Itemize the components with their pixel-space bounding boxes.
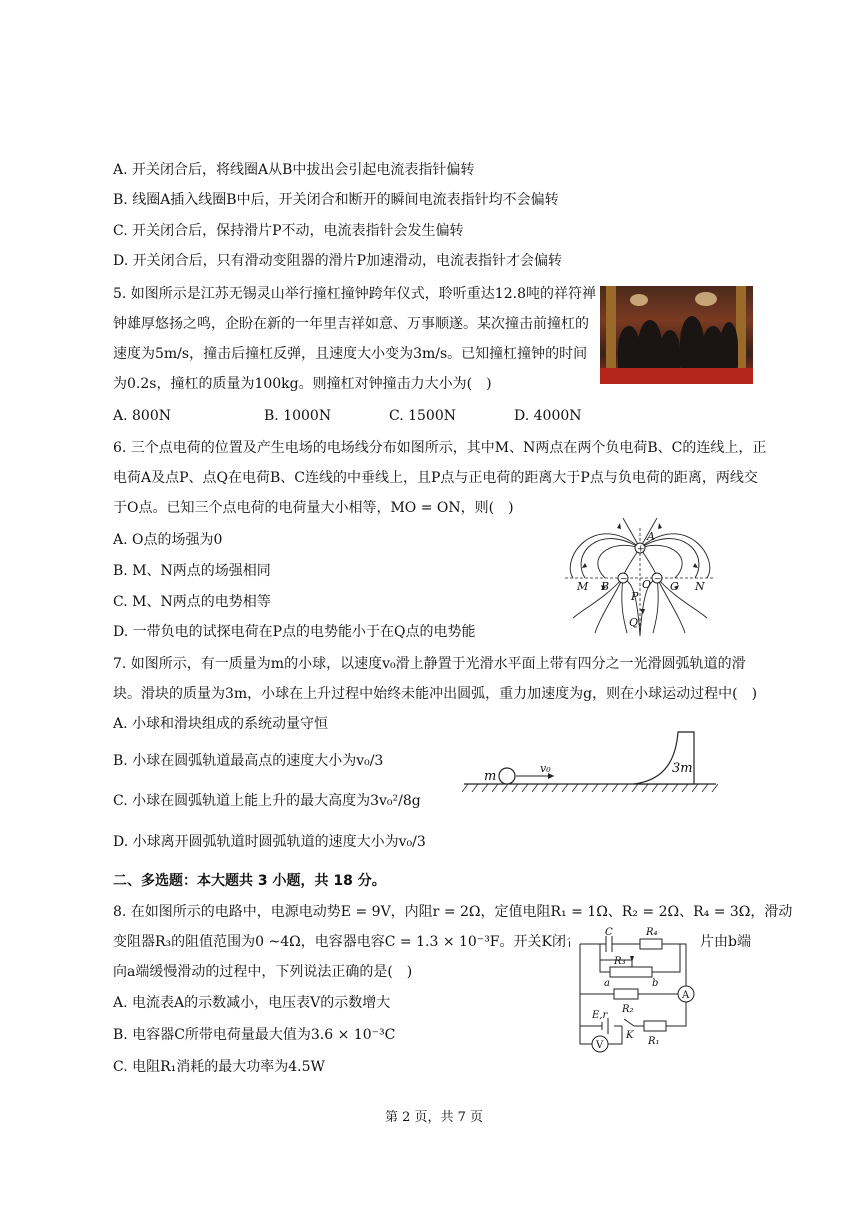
r1-label: R₁ [648, 1036, 660, 1047]
label-p: P [631, 590, 639, 603]
q7-stem-line1: 7. 如图所示，有一质量为m的小球，以速度v₀滑上静置于光滑水平面上带有四分之一光滑圆弧轨道的滑 [113, 656, 746, 672]
q5-stem-line1: 5. 如图所示是江苏无锡灵山举行撞杠撞钟跨年仪式，聆听重达12.8吨的祥符禅 [113, 286, 596, 302]
r4-label: R₄ [646, 927, 658, 938]
bell-ceremony-photo [600, 286, 753, 384]
q6-stem-line3: 于O点。已知三个点电荷的电荷量大小相等，MO = ON，则( ) [113, 500, 514, 516]
q4-option-b: B. 线圈A插入线圈B中后，开关闭合和断开的瞬间电流表指针均不会偏转 [113, 192, 559, 208]
q5-option-c: C. 1500N [389, 408, 456, 424]
switch-label: K [626, 1030, 634, 1041]
q7-stem-line2: 块。滑块的质量为3m，小球在上升过程中始终未能冲出圆弧，重力加速度为g，则在小球运动过程中( ) [113, 686, 758, 702]
circuit-diagram [570, 926, 700, 1056]
q5-stem-line3: 速度为5m/s，撞击后撞杠反弹，且速度大小变为3m/s。已知撞杠撞钟的时间 [113, 346, 588, 362]
voltmeter-label: V [596, 1040, 604, 1051]
r2-label: R₂ [622, 1004, 634, 1015]
q6-stem-line2: 电荷A及点P、点Q在电荷B、C连线的中垂线上，且P点与正电荷的距离大于P点与负电荷的距离，两线交 [113, 470, 758, 486]
negative-charge-sign-b: − [620, 574, 628, 585]
q6-option-c: C. M、N两点的电势相等 [113, 594, 271, 610]
q7-option-d: D. 小球离开圆弧轨道时圆弧轨道的速度大小为v₀/3 [113, 834, 426, 850]
terminal-b-label: b [652, 978, 659, 989]
q7-option-b: B. 小球在圆弧轨道最高点的速度大小为v₀/3 [113, 753, 384, 769]
q7-option-c: C. 小球在圆弧轨道上能上升的最大高度为3v₀²/8g [113, 793, 421, 809]
label-m: M [577, 580, 589, 593]
label-c: C [670, 580, 679, 593]
source-label: E,r [592, 1010, 608, 1021]
q5-option-d: D. 4000N [514, 408, 582, 424]
q6-option-b: B. M、N两点的场强相同 [113, 563, 271, 579]
q8-option-b: B. 电容器C所带电荷量最大值为3.6 × 10⁻³C [113, 1027, 396, 1043]
q8-option-a: A. 电流表A的示数减小，电压表V的示数增大 [113, 995, 391, 1011]
slider-mass-label: 3m [672, 761, 693, 776]
label-o: O [642, 578, 652, 591]
ball-mass-label: m [484, 769, 497, 784]
capacitor-label: C [605, 927, 613, 938]
label-n: N [695, 580, 705, 593]
q8-option-c: C. 电阻R₁消耗的最大功率为4.5W [113, 1059, 325, 1075]
q6-option-d: D. 一带负电的试探电荷在P点的电势能小于在Q点的电势能 [113, 624, 476, 640]
q8-stem-line3: 向a端缓慢滑动的过程中，下列说法正确的是( ) [113, 964, 413, 980]
terminal-a-label: a [604, 978, 610, 989]
q4-option-c: C. 开关闭合后，保持滑片P不动，电流表指针会发生偏转 [113, 223, 464, 239]
q5-option-b: B. 1000N [264, 408, 332, 424]
r3-label: R₃ [614, 956, 626, 967]
q5-stem-line2: 钟雄厚悠扬之鸣，企盼在新的一年里吉祥如意、万事顺遂。某次撞击前撞杠的 [113, 316, 589, 332]
label-b: B [601, 580, 610, 593]
q8-stem-line2: 变阻器R₃的阻值范围为0 ~4Ω，电容器电容C = 1.3 × 10⁻³F。开关K闭合后， [113, 934, 608, 950]
q6-option-a: A. O点的场强为0 [113, 532, 223, 548]
q8-stem-line2-tail: 片由b端 [700, 934, 751, 950]
q5-option-a: A. 800N [113, 408, 171, 424]
section-multiple-choice-heading: 二、多选题：本大题共 3 小题，共 18 分。 [113, 873, 386, 889]
velocity-label: v₀ [540, 762, 551, 775]
q5-stem-line4: 为0.2s，撞杠的质量为100kg。则撞杠对钟撞击力大小为( ) [113, 376, 492, 392]
q6-stem-line1: 6. 三个点电荷的位置及产生电场的电场线分布如图所示，其中M、N两点在两个负电荷B、C的连线上，正 [113, 440, 767, 456]
q8-stem-line1: 8. 在如图所示的电路中，电源电动势E = 9V，内阻r = 2Ω，定值电阻R₁ = 1Ω、R₂ = 2Ω、R₄ = 3Ω，滑动 [113, 904, 793, 920]
page-footer: 第 2 页，共 7 页 [384, 1110, 484, 1125]
ammeter-label: A [682, 990, 690, 1001]
ball-slider-diagram [462, 728, 718, 796]
label-a: A [647, 530, 655, 543]
q7-option-a: A. 小球和滑块组成的系统动量守恒 [113, 716, 329, 732]
q4-option-a: A. 开关闭合后，将线圈A从B中拔出会引起电流表指针偏转 [113, 162, 475, 178]
electric-field-diagram [565, 518, 715, 636]
positive-charge-sign: + [637, 544, 645, 555]
q4-option-d: D. 开关闭合后，只有滑动变阻器的滑片P加速滑动，电流表指针才会偏转 [113, 253, 563, 269]
label-q: Q [629, 616, 639, 629]
negative-charge-sign-c: − [654, 574, 662, 585]
